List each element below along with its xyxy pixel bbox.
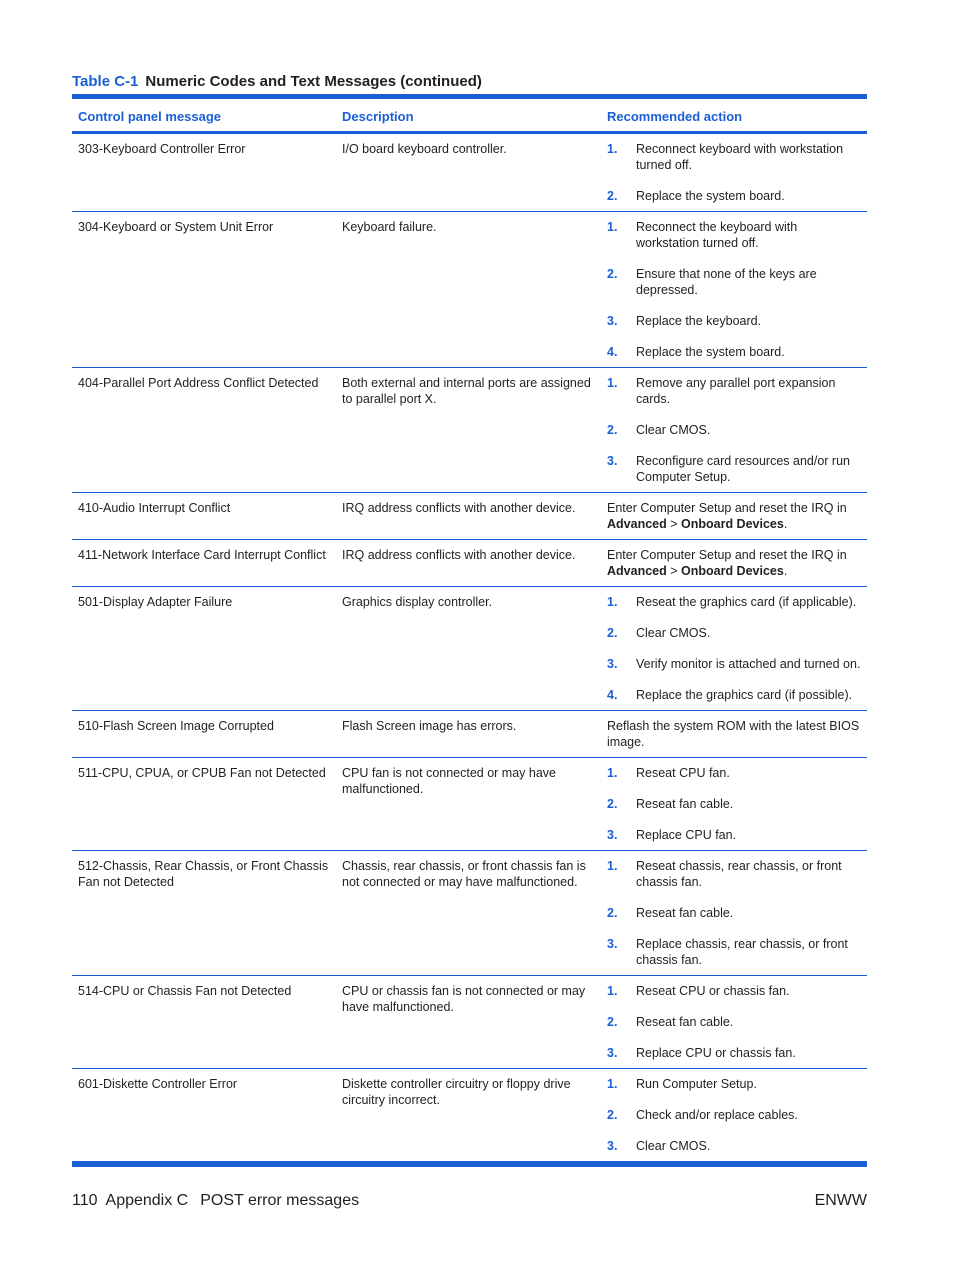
step-text: Run Computer Setup.: [636, 1077, 757, 1091]
table-caption-title: Numeric Codes and Text Messages (continued): [145, 73, 482, 90]
table-row: [72, 976, 867, 1069]
action-step: [607, 1138, 861, 1154]
message-cell: 304-Keyboard or System Unit Error: [72, 212, 336, 368]
action-steps: [607, 983, 861, 1061]
step-number: 2.: [607, 626, 618, 640]
step-number: 4.: [607, 345, 618, 359]
step-number: 3.: [607, 454, 618, 468]
step-number: 3.: [607, 828, 618, 842]
table-row: [72, 133, 867, 212]
step-text: Remove any parallel port expansion cards.: [636, 376, 836, 406]
action-step: [607, 625, 861, 641]
step-text: Check and/or replace cables.: [636, 1108, 798, 1122]
table-row: [72, 493, 867, 540]
action-text: Enter Computer Setup and reset the IRQ in: [607, 501, 847, 515]
step-text: Reseat CPU or chassis fan.: [636, 984, 790, 998]
action-step: [607, 656, 861, 672]
action-cell: [601, 976, 867, 1069]
step-text: Clear CMOS.: [636, 423, 711, 437]
action-cell: [601, 711, 867, 758]
action-steps: [607, 1076, 861, 1154]
menu-separator: >: [666, 517, 681, 531]
action-cell: [601, 368, 867, 493]
message-cell: 601-Diskette Controller Error: [72, 1069, 336, 1165]
action-suffix: .: [783, 517, 788, 531]
step-number: 2.: [607, 267, 618, 281]
description-cell: Both external and internal ports are assigned to parallel port X.: [336, 368, 601, 493]
step-text: Reconnect keyboard with workstation turned off.: [636, 142, 844, 172]
description-cell: IRQ address conflicts with another device.: [336, 493, 601, 540]
action-step: [607, 219, 861, 251]
menu-advanced: Advanced: [607, 517, 667, 531]
step-text: Replace CPU fan.: [636, 828, 737, 842]
action-step: [607, 1107, 861, 1123]
menu-onboard-devices: Onboard Devices: [681, 564, 784, 578]
description-cell: Keyboard failure.: [336, 212, 601, 368]
description-cell: CPU or chassis fan is not connected or may have malfunctioned.: [336, 976, 601, 1069]
codes-table: [72, 94, 867, 1167]
table-row: [72, 212, 867, 368]
action-step: [607, 827, 861, 843]
menu-separator: >: [666, 564, 681, 578]
page-footer-left: [72, 1192, 359, 1210]
step-number: 3.: [607, 937, 618, 951]
action-cell: [601, 758, 867, 851]
action-steps: [607, 858, 861, 968]
action-text: Reflash the system ROM with the latest BIOS image.: [607, 719, 860, 749]
action-steps: [607, 141, 861, 204]
action-step: [607, 1076, 861, 1092]
message-cell: 501-Display Adapter Failure: [72, 587, 336, 711]
footer-chapter: POST error messages: [200, 1192, 360, 1209]
step-number: 3.: [607, 314, 618, 328]
action-step: [607, 796, 861, 812]
description-cell: CPU fan is not connected or may have malfunctioned.: [336, 758, 601, 851]
header-recommended-action: Recommended action: [601, 97, 867, 133]
step-number: 1.: [607, 595, 618, 609]
step-text: Reconnect the keyboard with workstation turned off.: [636, 220, 798, 250]
header-description: Description: [336, 97, 601, 133]
action-step: [607, 936, 861, 968]
action-step: [607, 266, 861, 298]
step-text: Replace the keyboard.: [636, 314, 762, 328]
action-step: [607, 453, 861, 485]
step-text: Reseat chassis, rear chassis, or front chassis fan.: [636, 859, 842, 889]
step-number: 3.: [607, 1046, 618, 1060]
step-number: 1.: [607, 1077, 618, 1091]
action-cell: [601, 851, 867, 976]
page-footer-right: ENWW: [814, 1192, 867, 1209]
action-step: [607, 375, 861, 407]
action-step: [607, 858, 861, 890]
step-text: Replace chassis, rear chassis, or front chassis fan.: [636, 937, 848, 967]
table-caption-label: Table C-1: [72, 73, 139, 90]
step-text: Reseat fan cable.: [636, 906, 734, 920]
footer-section: Appendix C: [105, 1192, 189, 1209]
step-number: 1.: [607, 220, 618, 234]
message-cell: 511-CPU, CPUA, or CPUB Fan not Detected: [72, 758, 336, 851]
page-number: 110: [72, 1192, 98, 1209]
action-step: [607, 905, 861, 921]
action-step: [607, 141, 861, 173]
step-number: 2.: [607, 423, 618, 437]
step-text: Replace CPU or chassis fan.: [636, 1046, 796, 1060]
menu-onboard-devices: Onboard Devices: [681, 517, 784, 531]
message-cell: 512-Chassis, Rear Chassis, or Front Chassis Fan not Detected: [72, 851, 336, 976]
step-text: Replace the system board.: [636, 345, 785, 359]
step-text: Reseat fan cable.: [636, 1015, 734, 1029]
action-text: Enter Computer Setup and reset the IRQ in: [607, 548, 847, 562]
step-number: 1.: [607, 142, 618, 156]
action-cell: [601, 212, 867, 368]
step-number: 2.: [607, 797, 618, 811]
step-number: 4.: [607, 688, 618, 702]
table-row: [72, 1069, 867, 1165]
action-suffix: .: [783, 564, 788, 578]
step-number: 1.: [607, 859, 618, 873]
step-text: Ensure that none of the keys are depressed.: [636, 267, 817, 297]
description-cell: Graphics display controller.: [336, 587, 601, 711]
table-row: [72, 587, 867, 711]
description-cell: Flash Screen image has errors.: [336, 711, 601, 758]
table-header-row: [72, 97, 867, 133]
action-step: [607, 422, 861, 438]
action-steps: [607, 765, 861, 843]
message-cell: 514-CPU or Chassis Fan not Detected: [72, 976, 336, 1069]
step-number: 2.: [607, 189, 618, 203]
step-text: Verify monitor is attached and turned on.: [636, 657, 861, 671]
step-text: Reseat fan cable.: [636, 797, 734, 811]
message-cell: 410-Audio Interrupt Conflict: [72, 493, 336, 540]
description-cell: IRQ address conflicts with another device.: [336, 540, 601, 587]
description-cell: I/O board keyboard controller.: [336, 133, 601, 212]
action-cell: [601, 587, 867, 711]
menu-advanced: Advanced: [607, 564, 667, 578]
action-cell: [601, 493, 867, 540]
action-step: [607, 1045, 861, 1061]
step-number: 2.: [607, 906, 618, 920]
table-row: [72, 368, 867, 493]
step-text: Clear CMOS.: [636, 626, 711, 640]
action-steps: [607, 219, 861, 360]
header-control-panel-message: Control panel message: [72, 97, 336, 133]
action-step: [607, 188, 861, 204]
table-body: [72, 133, 867, 1165]
step-number: 1.: [607, 984, 618, 998]
step-text: Reseat the graphics card (if applicable).: [636, 595, 857, 609]
message-cell: 510-Flash Screen Image Corrupted: [72, 711, 336, 758]
step-text: Replace the graphics card (if possible).: [636, 688, 853, 702]
message-cell: 404-Parallel Port Address Conflict Detected: [72, 368, 336, 493]
action-cell: [601, 133, 867, 212]
description-cell: Diskette controller circuitry or floppy drive circuitry incorrect.: [336, 1069, 601, 1165]
action-step: [607, 344, 861, 360]
table-caption: [72, 73, 482, 90]
step-text: Reconfigure card resources and/or run Computer Setup.: [636, 454, 851, 484]
action-step: [607, 313, 861, 329]
action-cell: [601, 1069, 867, 1165]
table-row: [72, 711, 867, 758]
action-step: [607, 594, 861, 610]
action-steps: [607, 375, 861, 485]
action-step: [607, 687, 861, 703]
message-cell: 411-Network Interface Card Interrupt Conflict: [72, 540, 336, 587]
description-cell: Chassis, rear chassis, or front chassis fan is not connected or may have malfunctioned.: [336, 851, 601, 976]
table-row: [72, 758, 867, 851]
action-step: [607, 1014, 861, 1030]
table-row: [72, 851, 867, 976]
step-number: 2.: [607, 1108, 618, 1122]
table-row: [72, 540, 867, 587]
message-cell: 303-Keyboard Controller Error: [72, 133, 336, 212]
action-step: [607, 983, 861, 999]
step-number: 3.: [607, 1139, 618, 1153]
action-steps: [607, 594, 861, 703]
step-text: Replace the system board.: [636, 189, 785, 203]
action-step: [607, 765, 861, 781]
step-text: Reseat CPU fan.: [636, 766, 730, 780]
action-cell: [601, 540, 867, 587]
step-number: 3.: [607, 657, 618, 671]
step-number: 1.: [607, 376, 618, 390]
step-number: 1.: [607, 766, 618, 780]
step-text: Clear CMOS.: [636, 1139, 711, 1153]
step-number: 2.: [607, 1015, 618, 1029]
